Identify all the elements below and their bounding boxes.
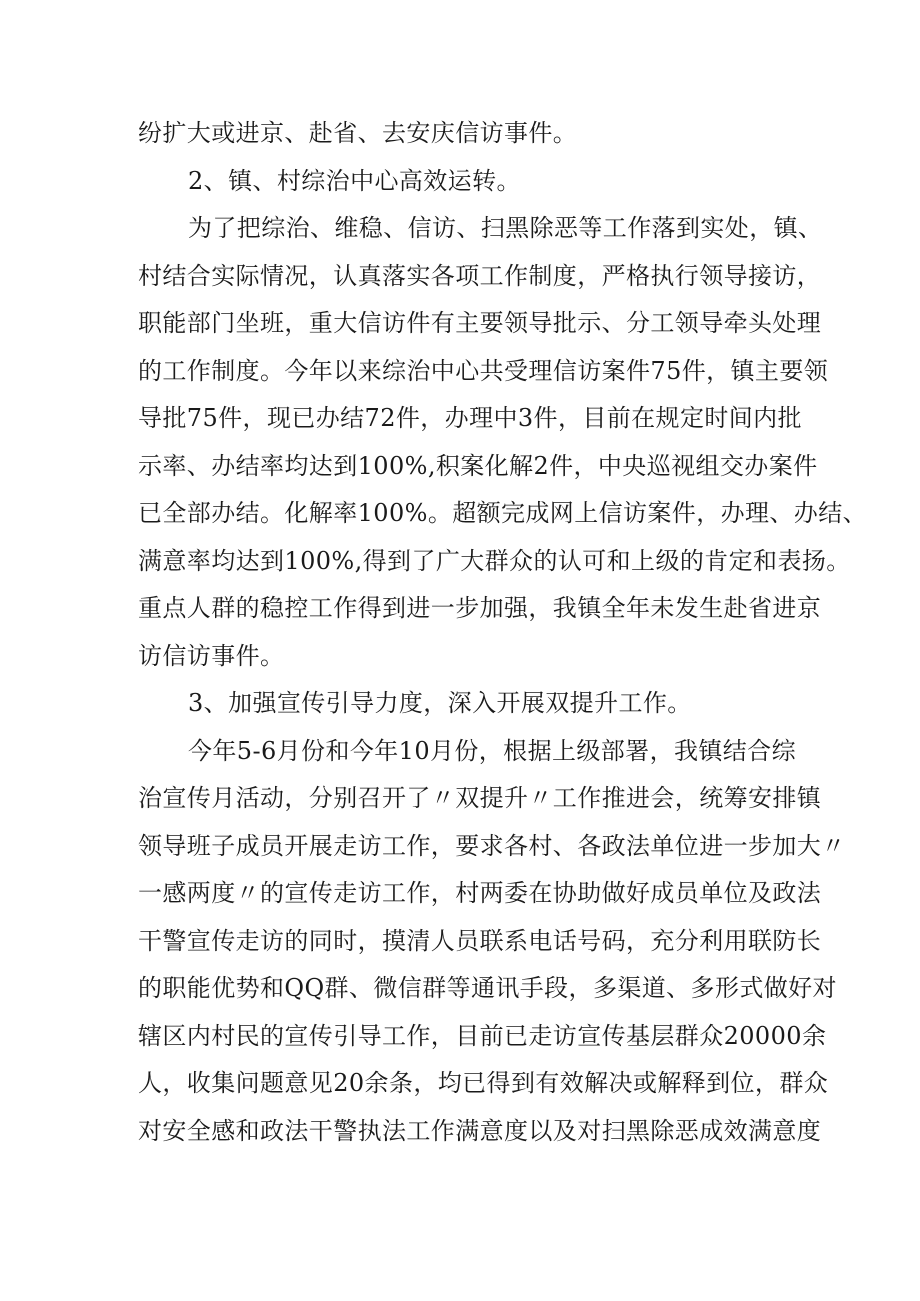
paragraph-start: 今年5-6月份和今年10月份，根据上级部署，我镇结合综 [188, 736, 796, 765]
text-line: 重点人群的稳控工作得到进一步加强，我镇全年未发生赴省进京 [138, 594, 822, 622]
section-heading: 3、加强宣传引导力度，深入开展双提升工作。 [188, 689, 692, 717]
text-line: 的职能优势和QQ群、微信群等通讯手段，多渠道、多形式做好对 [138, 974, 837, 1002]
text-line: 示率、办结率均达到100%,积案化解2件，中央巡视组交办案件 [138, 451, 818, 480]
text-line: 一感两度〃的宣传走访工作，村两委在协助做好成员单位及政法 [138, 879, 822, 907]
text-line: 村结合实际情况，认真落实各项工作制度，严格执行领导接访， [138, 261, 822, 290]
document-body [138, 110, 868, 1155]
text-line: 访信访事件。 [138, 641, 285, 670]
section-heading: 2、镇、村综治中心高效运转。 [188, 166, 521, 195]
text-line: 人，收集问题意见20余条，均已得到有效解决或解释到位，群众 [138, 1069, 829, 1097]
text-line: 导批75件，现已办结72件，办理中3件，目前在规定时间内批 [138, 404, 802, 432]
paragraph-start: 为了把综治、维稳、信访、扫黑除恶等工作落到实处，镇、 [188, 214, 823, 242]
text-line: 领导班子成员开展走访工作，要求各村、各政法单位进一步加大〃 [138, 831, 846, 860]
text-line: 职能部门坐班，重大信访件有主要领导批示、分工领导牵头处理 [138, 309, 822, 337]
text-line: 已全部办结。化解率100%。超额完成网上信访案件，办理、办结、 [138, 499, 868, 527]
text-line: 辖区内村民的宣传引导工作，目前已走访宣传基层群众20000余 [138, 1021, 827, 1050]
text-line: 纷扩大或进京、赴省、去安庆信访事件。 [138, 119, 578, 147]
text-line: 治宣传月活动，分别召开了〃双提升〃工作推进会，统筹安排镇 [138, 784, 822, 812]
text-line: 满意率均达到100%,得到了广大群众的认可和上级的肯定和表扬。 [138, 546, 851, 575]
text-line: 干警宣传走访的同时，摸清人员联系电话号码，充分利用联防长 [138, 926, 822, 955]
text-line: 的工作制度。今年以来综治中心共受理信访案件75件，镇主要领 [138, 356, 829, 385]
text-line: 对安全感和政法干警执法工作满意度以及对扫黑除恶成效满意度 [138, 1116, 822, 1145]
